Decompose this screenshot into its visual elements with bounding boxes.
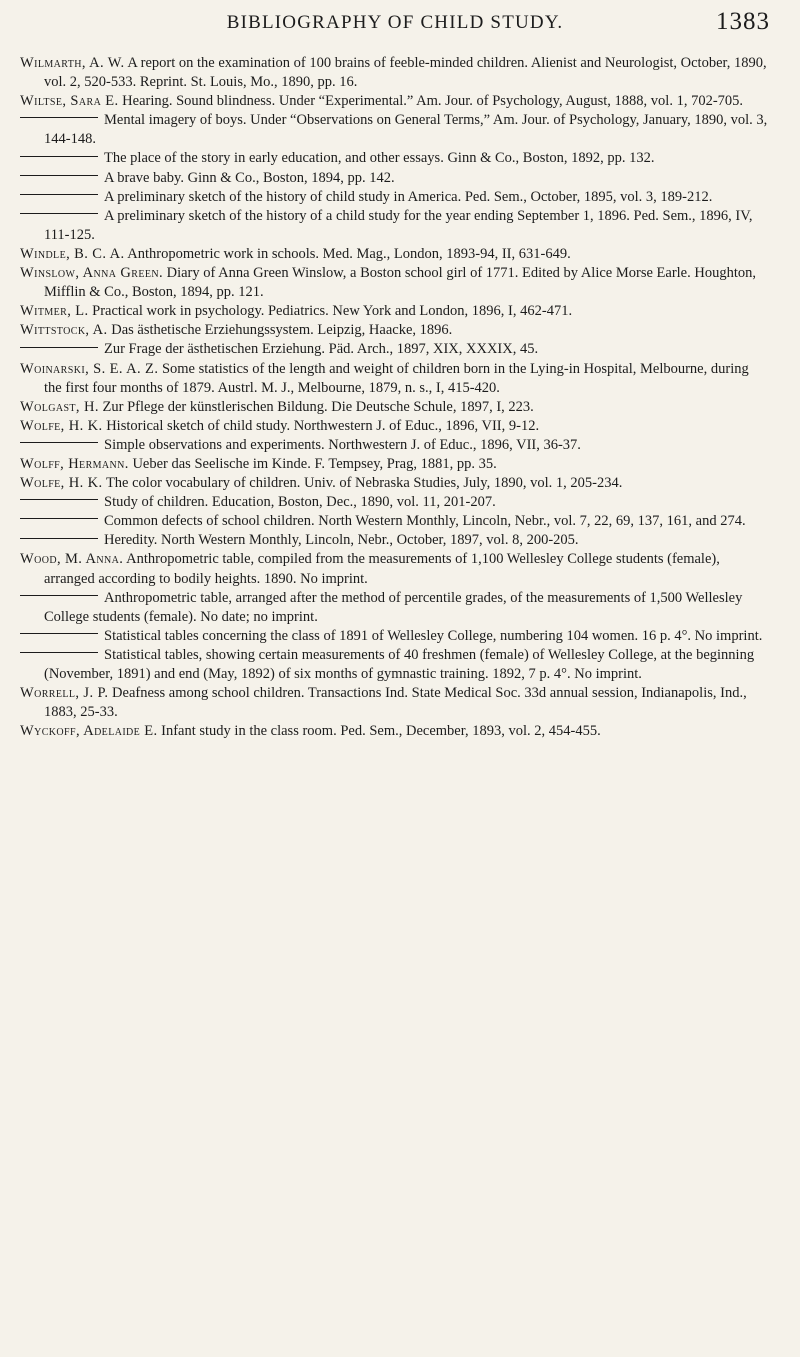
entry-text: Mental imagery of boys. Under “Observations on General Terms,” Am. Jour. of Psychology, January, 1890, vol. 3, 144-148. [44, 112, 768, 148]
bibliography-entry [20, 684, 770, 722]
entry-text: Zur Frage der ästhetischen Erziehung. Päd. Arch., 1897, XIX, XXXIX, 45. [104, 341, 539, 358]
ditto-rule [20, 194, 98, 195]
ditto-rule [20, 175, 98, 176]
bibliography-entry [20, 207, 770, 245]
entry-author: Wolfe, H. K. [20, 475, 103, 492]
entry-text: Anthropometric table, arranged after the method of percentile grades, of the measurements of 1,500 Wellesley College students (female). No date; no imprint. [44, 589, 743, 625]
entry-text: Deafness among school children. Transactions Ind. State Medical Soc. 33d annual session, Indianapolis, Ind., 1883, 25-33. [44, 685, 747, 721]
entry-text: Anthropometric work in schools. Med. Mag., London, 1893-94, II, 631-649. [127, 245, 571, 262]
entry-text: Simple observations and experiments. Northwestern J. of Educ., 1896, VII, 36-37. [104, 436, 581, 453]
entry-text: Statistical tables, showing certain measurements of 40 freshmen (female) of Wellesley College, at the beginning (November, 1891) and end (May, 1892) of six months of gymnastic training. 1892, 7 p. 4°. No imprint. [44, 646, 755, 682]
bibliography-entry [20, 149, 770, 168]
bibliography-entry [20, 550, 770, 588]
ditto-rule [20, 633, 98, 634]
bibliography-entry [20, 360, 770, 398]
entry-text: Infant study in the class room. Ped. Sem., December, 1893, vol. 2, 454-455. [161, 723, 601, 740]
bibliography-entry [20, 264, 770, 302]
bibliography-entry [20, 54, 770, 92]
entry-author: Winslow, Anna Green. [20, 265, 163, 282]
entry-text: Anthropometric table, compiled from the measurements of 1,100 Wellesley College students (female), arranged according to bodily heights. 1890. No imprint. [44, 551, 720, 587]
bibliography-entry [20, 169, 770, 188]
ditto-rule [20, 595, 98, 596]
bibliography-entry [20, 589, 770, 627]
entry-text: Statistical tables concerning the class of 1891 of Wellesley College, numbering 104 women. 16 p. 4°. No imprint. [104, 627, 763, 644]
bibliography-entry [20, 302, 770, 321]
entry-author: Wiltse, Sara E. [20, 93, 119, 110]
entry-text: A preliminary sketch of the history of child study in America. Ped. Sem., October, 1895, vol. 3, 189-212. [104, 188, 713, 205]
entry-text: Das ästhetische Erziehungssystem. Leipzig, Haacke, 1896. [111, 322, 453, 339]
ditto-rule [20, 538, 98, 539]
bibliography-entry [20, 436, 770, 455]
page-number: 1383 [716, 8, 770, 35]
ditto-rule [20, 499, 98, 500]
bibliography-entry [20, 417, 770, 436]
entry-text: Ueber das Seelische im Kinde. F. Tempsey, Prag, 1881, pp. 35. [132, 455, 497, 472]
entry-author: Wood, M. Anna. [20, 551, 124, 568]
entry-author: Windle, B. C. A. [20, 245, 125, 262]
entry-text: Heredity. North Western Monthly, Lincoln, Nebr., October, 1897, vol. 8, 200-205. [104, 532, 579, 549]
entry-text: Study of children. Education, Boston, Dec., 1890, vol. 11, 201-207. [104, 494, 496, 511]
bibliography-entry [20, 245, 770, 264]
bibliography-entry [20, 92, 770, 111]
entry-author: Wolfe, H. K. [20, 417, 103, 434]
bibliography-entry [20, 512, 770, 531]
ditto-rule [20, 156, 98, 157]
bibliography-list [20, 54, 770, 741]
running-head: BIBLIOGRAPHY OF CHILD STUDY. [226, 12, 564, 33]
entry-text: Zur Pflege der künstlerischen Bildung. Die Deutsche Schule, 1897, I, 223. [102, 398, 534, 415]
entry-text: Diary of Anna Green Winslow, a Boston school girl of 1771. Edited by Alice Morse Earle. Houghton, Mifflin & Co., Boston, 1894, pp. 121. [44, 265, 756, 301]
entry-text: A report on the examination of 100 brains of feeble-minded children. Alienist and Neurologist, October, 1890, vol. 2, 520-533. Reprint. St. Louis, Mo., 1890, pp. 16. [44, 55, 767, 91]
ditto-rule [20, 442, 98, 443]
entry-text: A brave baby. Ginn & Co., Boston, 1894, pp. 142. [104, 169, 395, 186]
entry-text: Some statistics of the length and weight of children born in the Lying-in Hospital, Melbourne, during the first four months of 1879. Austrl. M. J., Melbourne, 1879, n. s., I, 415-420. [44, 360, 749, 396]
entry-author: Wilmarth, A. W. [20, 55, 125, 71]
entry-text: Hearing. Sound blindness. Under “Experimental.” Am. Jour. of Psychology, August, 1888, vol. 1, 702-705. [122, 93, 744, 110]
bibliography-entry [20, 474, 770, 493]
entry-author: Woinarski, S. E. A. Z. [20, 360, 159, 377]
entry-author: Wolff, Hermann. [20, 455, 129, 472]
bibliography-entry [20, 321, 770, 340]
ditto-rule [20, 518, 98, 519]
bibliography-entry [20, 188, 770, 207]
entry-author: Worrell, J. P. [20, 685, 109, 702]
entry-author: Wittstock, A. [20, 322, 108, 339]
entry-author: Witmer, L. [20, 303, 89, 320]
ditto-rule [20, 347, 98, 348]
entry-text: Practical work in psychology. Pediatrics. New York and London, 1896, I, 462-471. [92, 303, 573, 320]
bibliography-entry [20, 531, 770, 550]
page-header [20, 8, 770, 48]
entry-author: Wolgast, H. [20, 398, 99, 415]
bibliography-entry [20, 627, 770, 646]
ditto-rule [20, 652, 98, 653]
bibliography-entry [20, 646, 770, 684]
entry-author: Wyckoff, Adelaide E. [20, 723, 158, 740]
bibliography-entry [20, 493, 770, 512]
bibliography-entry [20, 398, 770, 417]
bibliography-entry [20, 340, 770, 359]
ditto-rule [20, 117, 98, 118]
bibliography-entry [20, 111, 770, 149]
ditto-rule [20, 213, 98, 214]
entry-text: The color vocabulary of children. Univ. of Nebraska Studies, July, 1890, vol. 1, 205-234. [105, 475, 623, 492]
entry-text: Historical sketch of child study. Northwestern J. of Educ., 1896, VII, 9-12. [106, 417, 540, 434]
bibliography-entry [20, 722, 770, 741]
entry-text: A preliminary sketch of the history of a child study for the year ending September 1, 1896. Ped. Sem., 1896, IV, 111-125. [44, 207, 753, 243]
bibliography-entry [20, 455, 770, 474]
entry-text: Common defects of school children. North Western Monthly, Lincoln, Nebr., vol. 7, 22, 69, 137, 161, and 274. [104, 513, 746, 530]
entry-text: The place of the story in early education, and other essays. Ginn & Co., Boston, 1892, pp. 132. [104, 150, 655, 167]
